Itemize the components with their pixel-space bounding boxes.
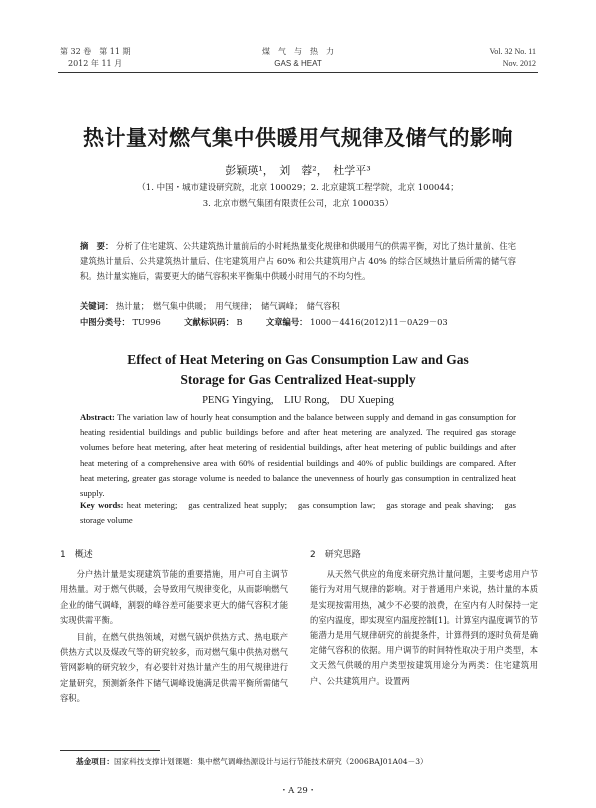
header-volume-en	[490, 46, 536, 70]
paper-title-cn: 热计量对燃气集中供暖用气规律及储气的影响	[83, 126, 513, 150]
abstract-en-text: The variation law of hourly heat consumption and the balance between supply and demand in gas consumption for heating residential buildings and public buildings before and after heat metering are analyzed. The required gas storage volumes before heat metering, after heat metering of residential buildings, after heat metering of public buildings and after heat metering of a comprehensive area with 60% of residential buildings and 40% of public buildings are compared. After heat metering, greater gas storage volume is needed to balance the unevenness of hourly gas consumption in centralized heat supply.	[80, 412, 516, 499]
funding-label: 基金项目：	[76, 757, 114, 766]
paper-title-en: Effect of Heat Metering on Gas Consumption Law and Gas Storage for Gas Centralized Heat-supply	[127, 352, 469, 387]
affiliation-line-2: 3. 北京市燃气集团有限责任公司，北京 100035）	[202, 199, 394, 209]
clc-label: 中图分类号：	[80, 317, 130, 327]
funding-note	[76, 756, 428, 768]
article-number-value: 1000－4416(2012)11－0A29－03	[310, 317, 448, 327]
keywords-en-label: Key words:	[80, 500, 124, 510]
abstract-cn	[80, 239, 516, 284]
header-journal-en: GAS & HEAT	[274, 59, 322, 68]
keywords-en-text: heat metering; gas centralized heat supply; gas consumption law; gas storage and peak shaving; gas storage volume	[80, 500, 516, 525]
authors-en: PENG Yingying, LIU Rong, DU Xueping	[202, 395, 394, 406]
page-number: ・A 29・	[279, 786, 317, 796]
header-journal-cn: 煤 气 与 热 力	[262, 47, 334, 56]
header-volume-issue-cn: 第 32 卷 第 11 期	[60, 47, 131, 56]
section-2-paragraph-1: 从天然气供应的角度来研究热计量问题，主要考虑用户节能行为对用气规律的影响。对于普通用户来说，热计量的本质是实现按需用热，减少不必要的浪费，在室内有人时保持一定的室内温度，即实现室内温度控制[1]。计算室内温度调节的节能潜力是用气规律研究的前提条件，计算得到的逐时负荷是确定储气容积的依据。用户调节的时间特性取决于用户类型，本文天然气供暖的用户类型按建筑用途分为两类：住宅建筑用户、公共建筑用户。设置两	[310, 569, 538, 686]
doc-code-value: B	[236, 317, 243, 327]
footnote-rule	[60, 750, 160, 751]
abstract-en	[80, 410, 516, 501]
keywords-cn-text: 热计量； 燃气集中供暖； 用气规律； 储气调峰； 储气容积	[115, 301, 340, 311]
keywords-en	[80, 498, 516, 528]
header-date-cn: 2012 年 11 月	[68, 59, 123, 68]
authors-cn: 彭颖瑛¹， 刘 蓉²， 杜学平³	[225, 164, 371, 177]
abstract-cn-text: 分析了住宅建筑、公共建筑热计量前后的小时耗热量变化规律和供暖用气的供需平衡，对比了热计量前、住宅建筑热计量后、公共建筑热计量后、住宅建筑用户占 60% 和公共建筑用户占 40% 的综合区域热计量后所需的储气容积。热计量实施后，需要更大的储气容积来平衡集中供暖小时用气的不均匀性。	[80, 241, 516, 281]
abstract-cn-label: 摘 要：	[80, 241, 114, 251]
keywords-cn	[80, 299, 516, 313]
section-2-heading: 2 研究思路	[310, 550, 361, 560]
article-number-label: 文章编号：	[265, 317, 308, 327]
funding-text: 国家科技支撑计划课题：集中燃气调峰热源设计与运行节能技术研究（2006BAJ01A04－3）	[113, 757, 428, 766]
affiliation-line-1: （1. 中国・城市建设研究院，北京 100029；2. 北京建筑工程学院，北京 100044；	[137, 183, 459, 193]
abstract-en-label: Abstract:	[80, 412, 115, 422]
section-1-paragraph-2: 目前，在燃气供热领域，对燃气锅炉供热方式、热电联产供热方式以及煤改气等的研究较多，而对燃气集中供热对燃气管网影响的研究较少，有必要针对热计量产生的用气规律进行定量研究，预测新条件下储气调峰设施满足供需平衡所需储气容积。	[60, 632, 288, 703]
header-date-en: Nov. 2012	[502, 59, 536, 68]
section-1-heading: 1 概述	[60, 550, 93, 560]
header-volume-issue-en: Vol. 32 No. 11	[489, 47, 536, 56]
doc-code-label: 文献标识码：	[184, 317, 234, 327]
keywords-cn-label: 关键词：	[80, 301, 114, 311]
column-left	[60, 548, 288, 708]
clc-value: TU996	[132, 317, 161, 327]
section-1-paragraph-1: 分户热计量是实现建筑节能的重要措施，用户可自主调节用热量。对于燃气供暖，会导致用气规律变化，从而影响燃气企业的储气调峰，割裂的峰谷差可能要求更大的储气容积才能实现供需平衡。	[60, 569, 288, 625]
header-rule	[58, 72, 538, 73]
classification-line	[80, 315, 540, 329]
column-right	[310, 548, 538, 691]
